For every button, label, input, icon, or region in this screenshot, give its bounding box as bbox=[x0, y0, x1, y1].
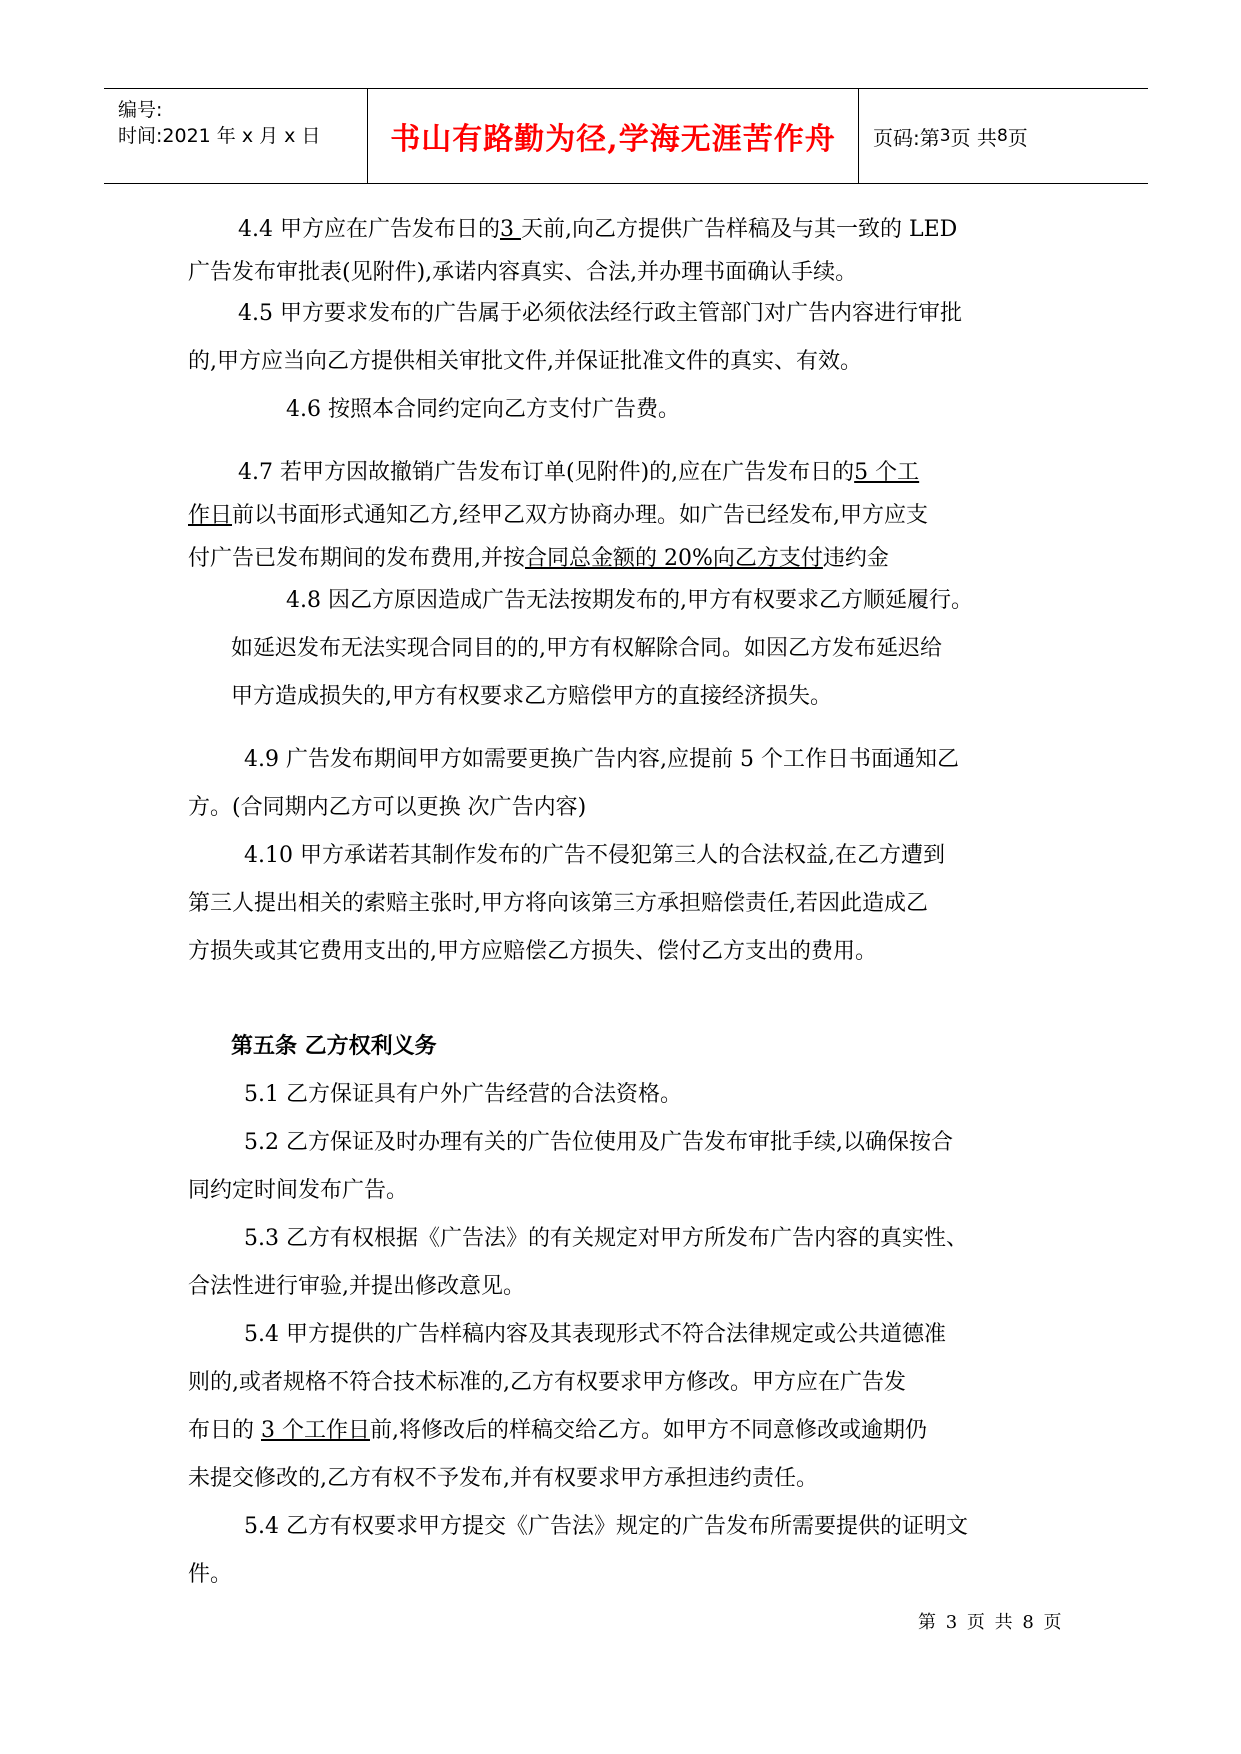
text-span: 违约金 bbox=[822, 546, 889, 571]
clause-5-2-line2: 同约定时间发布广告。 bbox=[188, 1178, 409, 1203]
clause-4-9-line1: 4.9 广告发布期间甲方如需要更换广告内容,应提前 5 个工作日书面通知乙 bbox=[244, 747, 959, 772]
section-5-title: 第五条 乙方权利义务 bbox=[231, 1034, 437, 1059]
text-span: 天前,向乙方提供广告样稿及与其一致的 LED bbox=[520, 217, 958, 242]
clause-5-4-line4: 未提交修改的,乙方有权不予发布,并有权要求甲方承担违约责任。 bbox=[188, 1466, 818, 1491]
underlined-text: 作日 bbox=[188, 503, 233, 528]
clause-4-5-line2: 的,甲方应当向乙方提供相关审批文件,并保证批准文件的真实、有效。 bbox=[188, 349, 862, 374]
text-span: 付广告已发布期间的发布费用,并按 bbox=[188, 546, 525, 571]
clause-4-4-line1 bbox=[238, 217, 957, 243]
clause-4-7-line2 bbox=[188, 503, 928, 529]
clause-5-4b-line1: 5.4 乙方有权要求甲方提交《广告法》规定的广告发布所需要提供的证明文 bbox=[244, 1514, 968, 1539]
clause-5-1: 5.1 乙方保证具有户外广告经营的合法资格。 bbox=[244, 1082, 682, 1107]
underlined-text: 3 个工作日 bbox=[261, 1418, 370, 1443]
clause-4-10-line3: 方损失或其它费用支出的,甲方应赔偿乙方损失、偿付乙方支出的费用。 bbox=[188, 939, 877, 964]
clause-5-4-line1: 5.4 甲方提供的广告样稿内容及其表现形式不符合法律规定或公共道德准 bbox=[244, 1322, 946, 1347]
page-footer: 第 3 页 共 8 页 bbox=[918, 1612, 1064, 1633]
clause-5-4-line2: 则的,或者规格不符合技术标准的,乙方有权要求甲方修改。甲方应在广告发 bbox=[188, 1370, 906, 1395]
clause-4-7-line1 bbox=[238, 460, 919, 486]
clause-4-8-line1: 4.8 因乙方原因造成广告无法按期发布的,甲方有权要求乙方顺延履行。 bbox=[286, 588, 973, 613]
page-suffix: 页 bbox=[1007, 125, 1028, 150]
underlined-days: 3 bbox=[499, 217, 521, 242]
text-span: 前,将修改后的样稿交给乙方。如甲方不同意修改或逾期仍 bbox=[370, 1418, 927, 1443]
clause-5-4-line3 bbox=[188, 1418, 927, 1444]
clause-4-5-line1: 4.5 甲方要求发布的广告属于必须依法经行政主管部门对广告内容进行审批 bbox=[238, 301, 962, 326]
clause-4-8-line2: 如延迟发布无法实现合同目的的,甲方有权解除合同。如因乙方发布延迟给 bbox=[231, 636, 942, 661]
clause-5-3-line1: 5.3 乙方有权根据《广告法》的有关规定对甲方所发布广告内容的真实性、 bbox=[244, 1226, 968, 1251]
clause-5-2-line1: 5.2 乙方保证及时办理有关的广告位使用及广告发布审批手续,以确保按合 bbox=[244, 1130, 953, 1155]
clause-4-9-line2: 方。(合同期内乙方可以更换 次广告内容) bbox=[188, 795, 587, 820]
text-span: 4.4 甲方应在广告发布日的 bbox=[238, 217, 500, 242]
clause-4-4-line2: 广告发布审批表(见附件),承诺内容真实、合法,并办理书面确认手续。 bbox=[188, 260, 858, 285]
text-span: 前以书面形式通知乙方,经甲乙双方协商办理。如广告已经发布,甲方应支 bbox=[232, 503, 929, 528]
underlined-text: 5 个工 bbox=[854, 460, 920, 485]
page-number: 3 bbox=[939, 126, 951, 146]
clause-5-3-line2: 合法性进行审验,并提出修改意见。 bbox=[188, 1274, 525, 1299]
clause-4-6: 4.6 按照本合同约定向乙方支付广告费。 bbox=[286, 397, 680, 422]
underlined-text: 合同总金额的 20%向乙方支付 bbox=[525, 546, 823, 571]
page-prefix: 页码:第 bbox=[873, 125, 940, 150]
clause-5-4b-line2: 件。 bbox=[188, 1562, 233, 1587]
document-number-label: 编号: bbox=[118, 99, 163, 121]
page-mid: 页 共 bbox=[950, 125, 997, 150]
document-time: 时间:2021 年 x 月 x 日 bbox=[118, 125, 321, 147]
text-span: 布日的 bbox=[188, 1418, 261, 1443]
clause-4-8-line3: 甲方造成损失的,甲方有权要求乙方赔偿甲方的直接经济损失。 bbox=[231, 684, 832, 709]
header-motto: 书山有路勤为径,学海无涯苦作舟 bbox=[368, 89, 859, 183]
clause-4-10-line1: 4.10 甲方承诺若其制作发布的广告不侵犯第三人的合法权益,在乙方遭到 bbox=[244, 843, 945, 868]
header-meta bbox=[104, 89, 368, 183]
clause-4-10-line2: 第三人提出相关的索赔主张时,甲方将向该第三方承担赔偿责任,若因此造成乙 bbox=[188, 891, 928, 916]
clause-4-7-line3 bbox=[188, 546, 889, 572]
page-total: 8 bbox=[996, 126, 1008, 146]
page-header bbox=[104, 88, 1148, 184]
header-page-info bbox=[859, 89, 1148, 183]
text-span: 4.7 若甲方因故撤销广告发布订单(见附件)的,应在广告发布日的 bbox=[238, 460, 855, 485]
